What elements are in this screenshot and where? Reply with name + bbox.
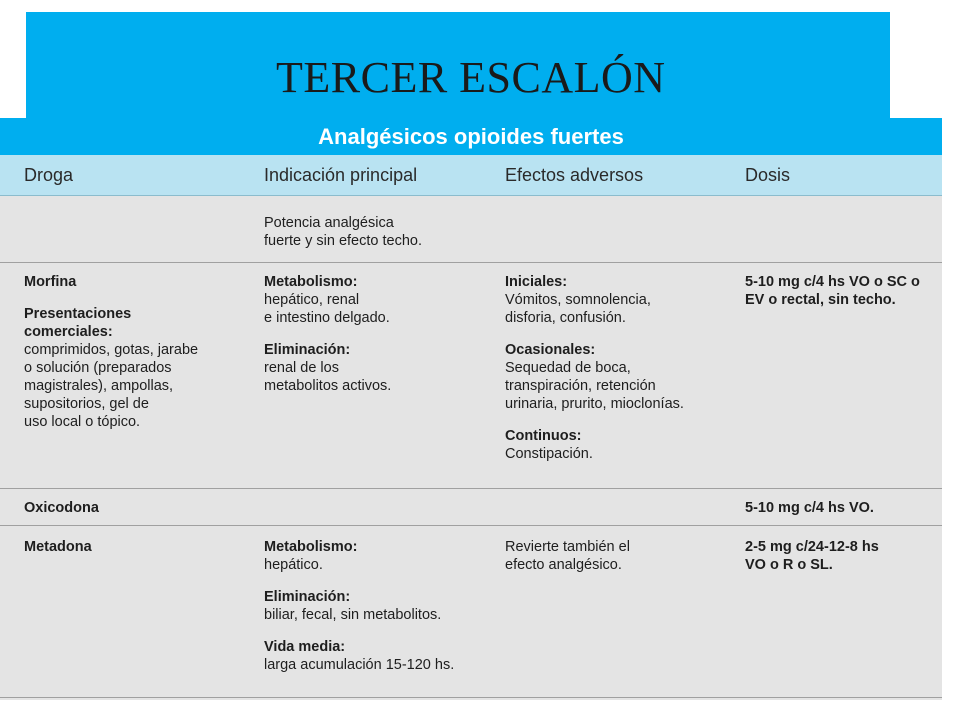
header-indicacion: Indicación principal bbox=[264, 165, 418, 185]
table-row-oxicodona bbox=[0, 489, 942, 526]
table-row-metadona bbox=[0, 526, 942, 698]
intro-indicacion: Potencia analgésica fuerte y sin efecto techo. bbox=[264, 215, 422, 249]
opioid-table bbox=[0, 118, 942, 700]
morfina-name: Morfina bbox=[24, 274, 77, 290]
header-efectos: Efectos adversos bbox=[505, 165, 644, 185]
table-row-intro bbox=[0, 196, 942, 263]
oxicodona-name: Oxicodona bbox=[24, 500, 99, 516]
title-box bbox=[26, 12, 890, 118]
metadona-efectos-cell: Revierte también el efecto analgésico. bbox=[505, 539, 630, 573]
metadona-indicacion-cell: Metabolismo: hepático. Eliminación: biliar, fecal, sin metabolitos. Vida media: larga acumulación 15-120 hs. bbox=[264, 539, 455, 673]
slide-title: TERCER ESCALÓN bbox=[276, 53, 666, 102]
metadona-dosis-cell: 2-5 mg c/24-12-8 hs VO o R o SL. bbox=[745, 539, 879, 573]
metadona-name: Metadona bbox=[24, 539, 92, 555]
oxicodona-dosis: 5-10 mg c/4 hs VO. bbox=[745, 500, 874, 516]
morfina-efectos-cell: Iniciales: Vómitos, somnolencia, disforia, confusión. Ocasionales: Sequedad de boca, transpiración, retención urinaria, prurito, mioclonías. Continuos: Constipación. bbox=[505, 274, 684, 462]
table-row-morfina bbox=[0, 263, 942, 489]
bottom-strip bbox=[0, 700, 960, 720]
morfina-dosis-cell: 5-10 mg c/4 hs VO o SC o EV o rectal, sin techo. bbox=[745, 274, 920, 308]
table-header-row bbox=[0, 155, 942, 196]
table-banner: Analgésicos opioides fuertes bbox=[0, 118, 942, 155]
morfina-indicacion-cell: Metabolismo: hepático, renal e intestino delgado. Eliminación: renal de los metabolitos activos. bbox=[264, 274, 392, 394]
morfina-droga-cell: Morfina Presentaciones comerciales: comprimidos, gotas, jarabe o solución (preparados magistrales), ampollas, supositorios, gel de uso local o tópico. bbox=[24, 274, 199, 430]
header-dosis: Dosis bbox=[745, 165, 791, 185]
header-droga: Droga bbox=[24, 165, 74, 185]
